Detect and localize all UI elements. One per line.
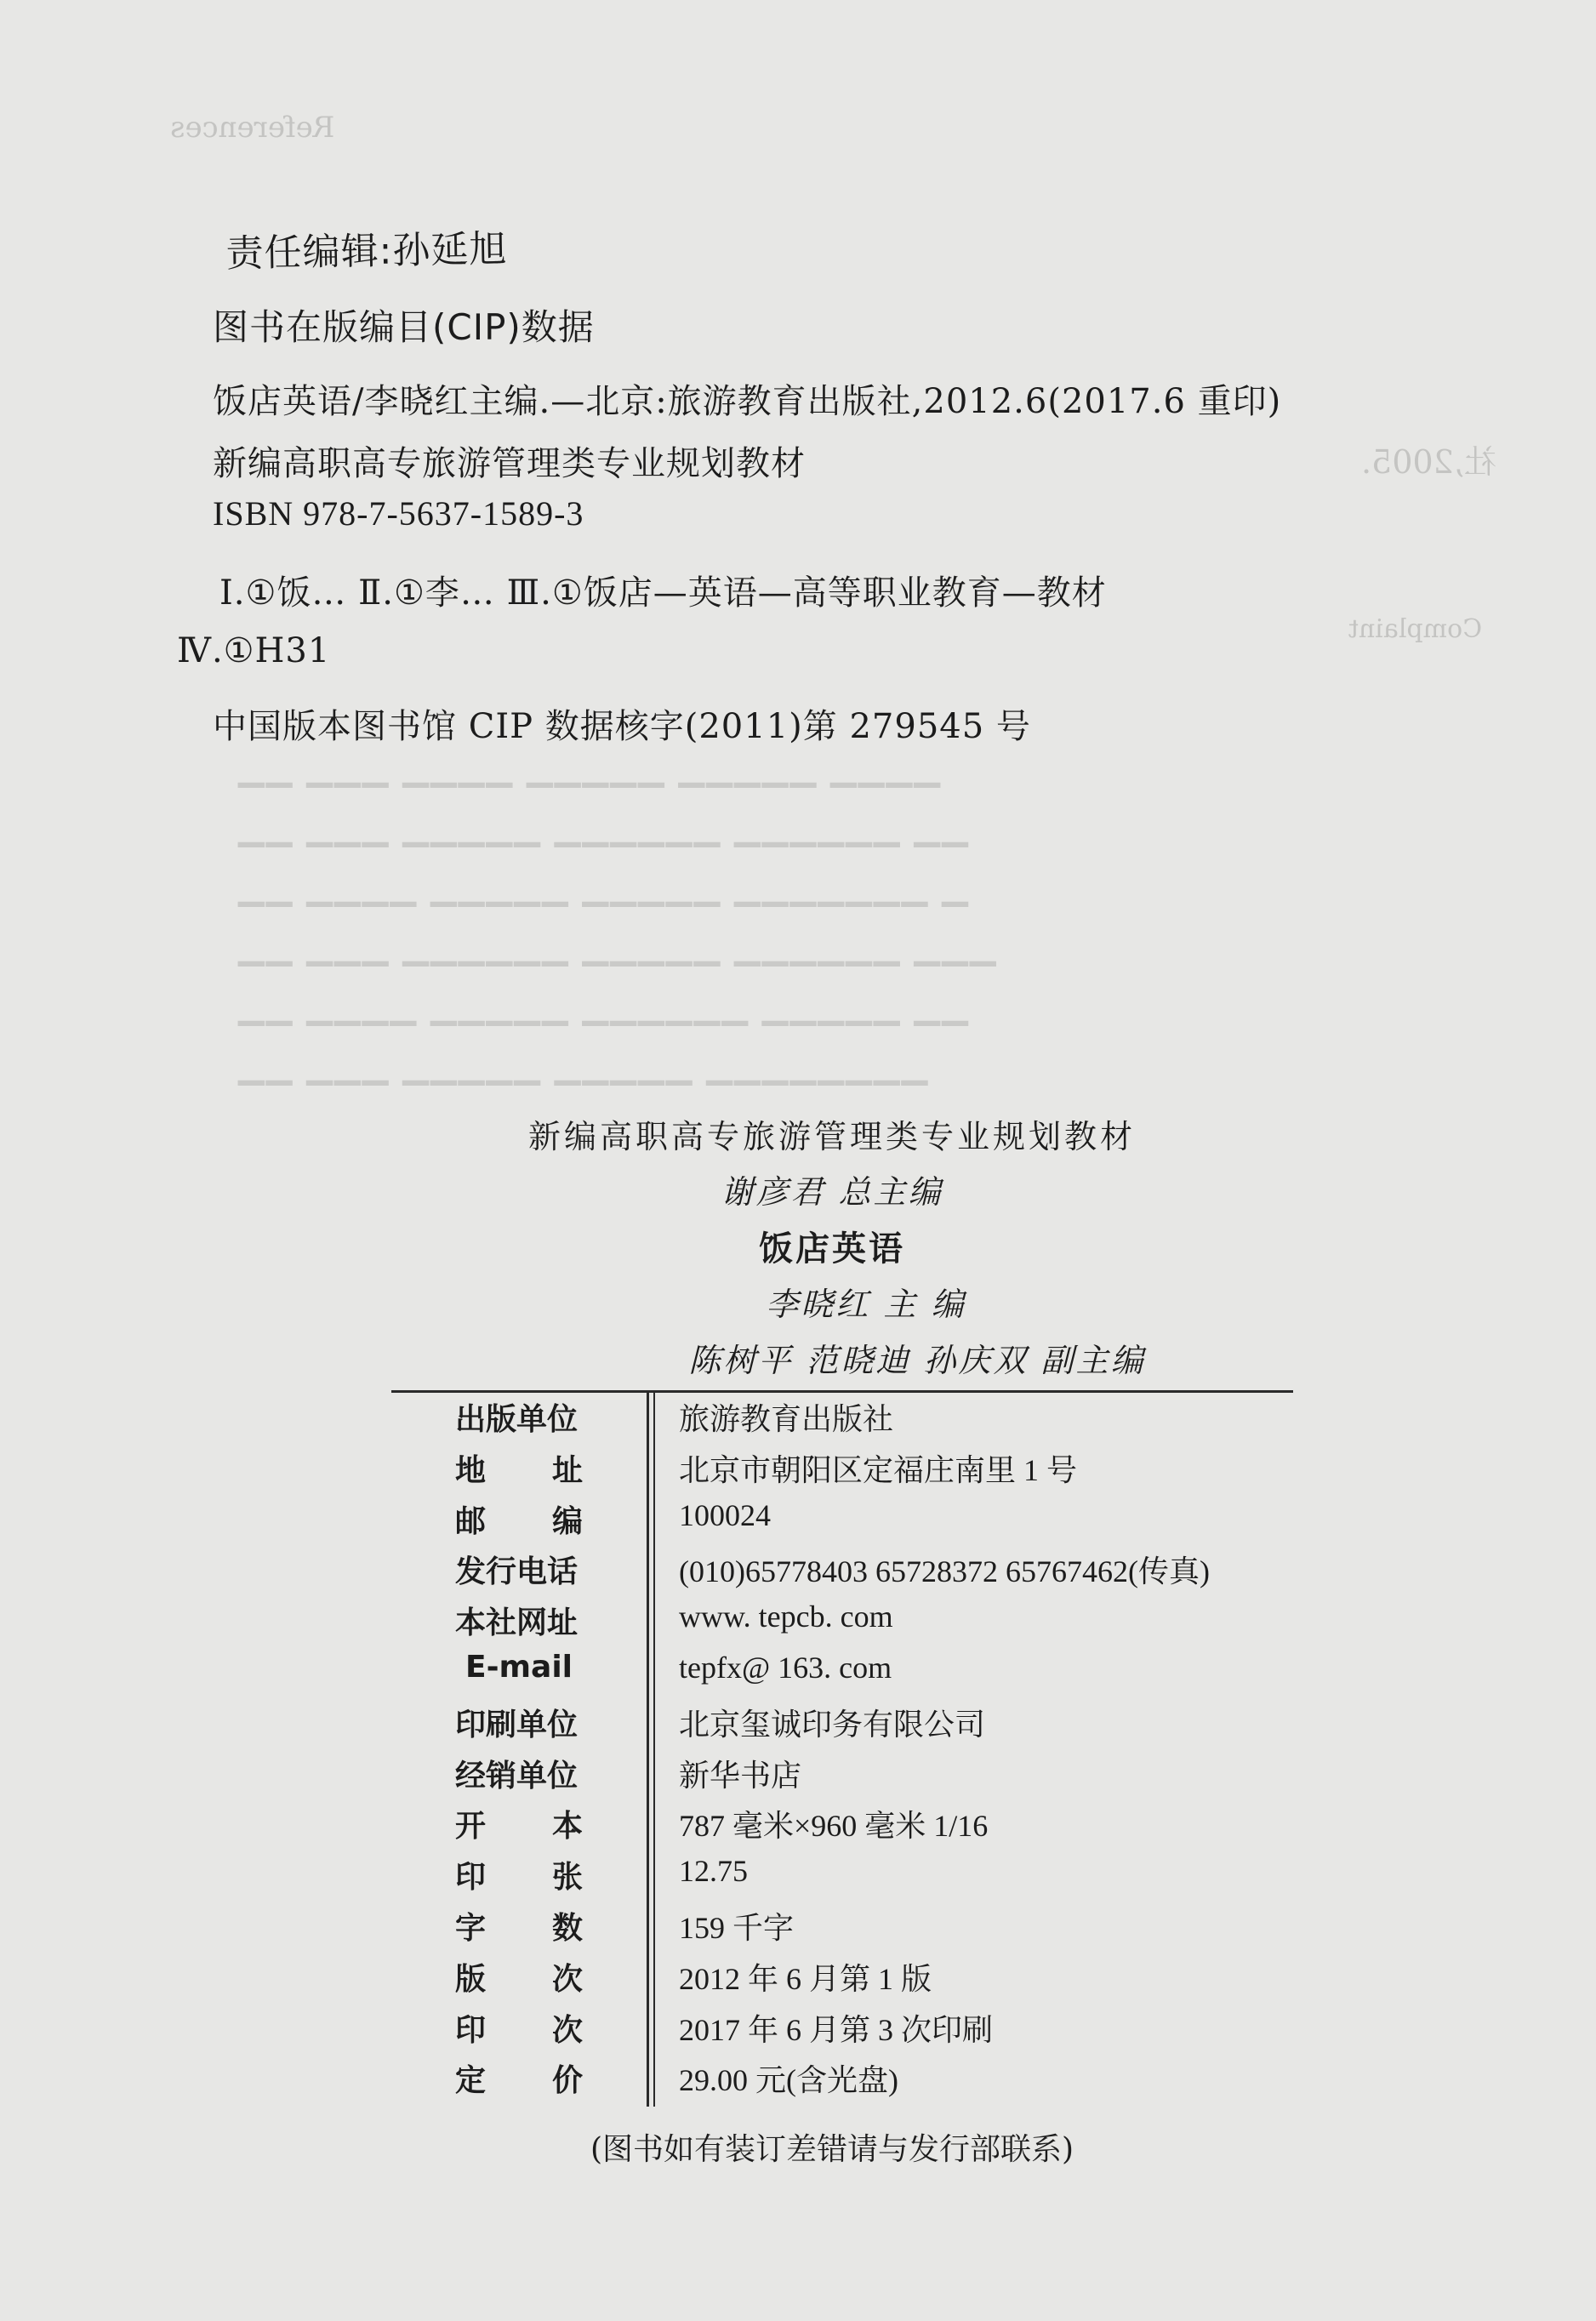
- cip-number: 中国版本图书馆 CIP 数据核字(2011)第 279545 号: [213, 707, 1031, 746]
- show-through-text: ▁▁ ▁▁▁▁ ▁▁▁▁▁ ▁▁▁▁▁▁ ▁▁▁▁▁ ▁▁: [238, 987, 970, 1026]
- imprint-key: 定 价: [455, 2063, 583, 2099]
- book-chief-editor: 谢彦君 总主编: [721, 1173, 943, 1211]
- book-series: 新编高职高专旅游管理类专业规划教材: [527, 1118, 1136, 1155]
- show-through-header: References: [170, 111, 335, 145]
- show-through-text: ▁▁ ▁▁▁ ▁▁▁▁ ▁▁▁▁▁ ▁▁▁▁▁ ▁▁▁▁: [238, 749, 943, 788]
- imprint-key: 版 次: [455, 1961, 583, 1997]
- imprint-value: 2012 年 6 月第 1 版: [679, 1961, 932, 1996]
- show-through-text: ▁▁ ▁▁▁ ▁▁▁▁▁ ▁▁▁▁▁▁ ▁▁▁▁▁▁ ▁▁: [238, 808, 970, 847]
- cip-classification: Ⅰ.①饭… Ⅱ.①李… Ⅲ.①饭店—英语—高等职业教育—教材: [219, 573, 1107, 613]
- imprint-value: 北京玺诚印务有限公司: [679, 1707, 986, 1742]
- imprint-key: 印 张: [455, 1860, 583, 1896]
- cip-record: 饭店英语/李晓红主编.—北京:旅游教育出版社,2012.6(2017.6 重印): [213, 382, 1282, 421]
- imprint-key: 字 数: [455, 1911, 583, 1946]
- imprint-key: E-mail: [465, 1650, 573, 1685]
- cip-series: 新编高职高专旅游管理类专业规划教材: [213, 444, 806, 483]
- imprint-value: 29.00 元(含光盘): [679, 2063, 898, 2098]
- imprint-value: 159 千字: [679, 1911, 795, 1945]
- show-through-side-word: Complaint: [1348, 614, 1483, 644]
- book-editor: 李晓红 主 编: [766, 1286, 966, 1323]
- imprint-key: 发行电话: [455, 1554, 579, 1590]
- imprint-value: (010)65778403 65728372 65767462(传真): [679, 1554, 1210, 1589]
- show-through-text: ▁▁ ▁▁▁▁ ▁▁▁▁▁ ▁▁▁▁▁ ▁▁▁▁▁▁▁ ▁: [238, 868, 970, 907]
- imprint-value: 100024: [679, 1497, 771, 1532]
- imprint-key: 开 本: [455, 1809, 583, 1845]
- imprint-key: 印 次: [455, 2012, 583, 2048]
- book-deputy-editors: 陈树平 范晓迪 孙庆双 副主编: [688, 1342, 1146, 1379]
- cip-heading: 图书在版编目(CIP)数据: [213, 306, 595, 348]
- cip-isbn: ISBN 978-7-5637-1589-3: [213, 494, 584, 533]
- imprint-key: 邮 编: [455, 1503, 583, 1539]
- show-through-text: ▁▁ ▁▁▁ ▁▁▁▁▁▁ ▁▁▁▁▁ ▁▁▁▁▁▁ ▁▁▁: [238, 927, 998, 967]
- imprint-value: 旅游教育出版社: [679, 1402, 894, 1436]
- imprint-top-rule: [391, 1390, 1293, 1393]
- imprint-key: 本社网址: [455, 1605, 579, 1641]
- imprint-key: 地 址: [455, 1452, 583, 1488]
- imprint-value: 北京市朝阳区定福庄南里 1 号: [679, 1452, 1078, 1487]
- imprint-value: 12.75: [679, 1854, 748, 1889]
- imprint-key: 出版单位: [455, 1402, 579, 1437]
- binding-error-note: (图书如有装订差错请与发行部联系): [590, 2132, 1074, 2167]
- imprint-key: 印刷单位: [455, 1707, 579, 1742]
- imprint-value: 新华书店: [679, 1758, 802, 1793]
- imprint-value: 787 毫米×960 毫米 1/16: [679, 1809, 989, 1844]
- show-through-text: ▁▁ ▁▁▁ ▁▁▁▁▁ ▁▁▁▁▁ ▁▁▁▁▁▁▁▁: [238, 1046, 930, 1086]
- show-through-side-fragment: 社,2005.: [1361, 443, 1496, 481]
- book-title: 饭店英语: [759, 1229, 905, 1269]
- imprint-value: tepfx@ 163. com: [679, 1651, 892, 1685]
- imprint-column-rule: [653, 1390, 655, 2107]
- imprint-key: 经销单位: [455, 1758, 579, 1794]
- imprint-value: 2017 年 6 月第 3 次印刷: [679, 2012, 994, 2047]
- responsible-editor: 责任编辑:孙延旭: [225, 227, 508, 276]
- imprint-value: www. tepcb. com: [679, 1600, 893, 1634]
- imprint-column-rule: [647, 1390, 649, 2107]
- cip-classification-4: Ⅳ.①H31: [177, 631, 331, 670]
